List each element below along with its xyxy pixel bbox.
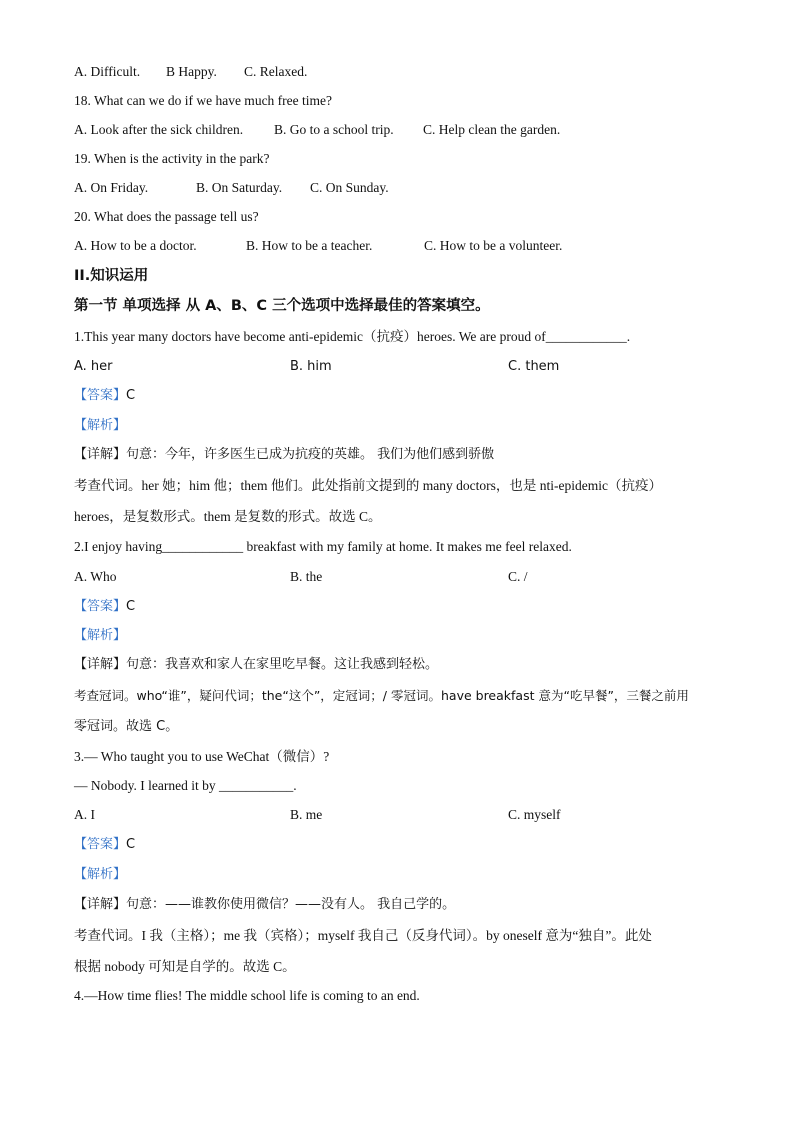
p2-detail [74,656,438,674]
section-subtitle: 第一节 单项选择 从 A、B、C 三个选项中选择最佳的答案填空。 [74,298,490,314]
option-b: B. How to be a teacher. [246,238,373,253]
answer-label: 【答案】 [74,599,127,614]
option-a: A. Look after the sick children. [74,122,244,137]
p1-detail [74,446,494,464]
section-title: II.知识运用 [74,268,149,284]
option-a: A. her [74,359,113,374]
option-b: B Happy. [166,64,217,79]
p3-explanation-2: 根据 nobody 可知是自学的。故选 C。 [74,959,296,974]
p4-question: 4.—How time flies! The middle school life is coming to an end. [74,988,420,1003]
analysis-label: 【解析】 [74,628,127,643]
option-c: C. / [508,569,528,584]
detail-text: 句意：今年，许多医生已成为抗疫的英雄。 我们为他们感到骄傲 [126,447,495,462]
option-c: C. On Sunday. [310,180,389,195]
analysis-label: 【解析】 [74,418,127,433]
answer-value: C [126,388,136,403]
option-c: C. myself [508,807,561,822]
detail-label: 【详解】 [74,657,127,672]
detail-text: 句意：——谁教你使用微信？——没有人。 我自己学的。 [126,897,456,912]
answer-value: C [126,599,136,614]
option-a: A. I [74,807,95,822]
option-a: A. On Friday. [74,180,149,195]
q18-question: 18. What can we do if we have much free time? [74,93,333,108]
detail-label: 【详解】 [74,447,127,462]
answer-label: 【答案】 [74,388,127,403]
p3-answer [74,836,135,854]
p3-detail [74,896,455,914]
answer-label: 【答案】 [74,837,127,852]
option-b: B. me [290,807,323,822]
answer-value: C [126,837,136,852]
option-b: B. the [290,569,323,584]
option-a: A. How to be a doctor. [74,238,197,253]
p3-analysis [74,866,126,884]
p1-question: 1.This year many doctors have become anti-epidemic（抗疫）heroes. We are proud of____________. [74,329,631,344]
option-b: B. On Saturday. [196,180,283,195]
p3-explanation-1: 考查代词。I 我（主格）；me 我（宾格）；myself 我自己（反身代词）。by oneself 意为“独自”。此处 [74,928,652,943]
option-b: B. him [290,359,332,374]
p2-question: 2.I enjoy having____________ breakfast with my family at home. It makes me feel relaxed. [74,539,572,554]
option-b: B. Go to a school trip. [274,122,394,137]
option-c: C. them [508,359,560,374]
detail-text: 句意：我喜欢和家人在家里吃早餐。这让我感到轻松。 [126,657,439,672]
p2-analysis [74,627,126,645]
q19-question: 19. When is the activity in the park? [74,151,270,166]
q20-question: 20. What does the passage tell us? [74,209,259,224]
option-c: C. Help clean the garden. [423,122,561,137]
option-a: A. Difficult. [74,64,141,79]
p3-question-2: — Nobody. I learned it by ___________. [74,778,297,793]
p1-answer [74,387,135,405]
p1-explanation-1: 考查代词。her 她；him 他；them 他们。此处指前文提到的 many doctors，也是 nti-epidemic（抗疫） [74,478,662,493]
analysis-label: 【解析】 [74,867,127,882]
p2-explanation-2: 零冠词。故选 C。 [74,719,179,734]
option-c: C. How to be a volunteer. [424,238,563,253]
p2-answer [74,598,135,616]
p3-question-1: 3.— Who taught you to use WeChat（微信）? [74,749,330,764]
option-a: A. Who [74,569,117,584]
p1-analysis [74,417,126,435]
p1-explanation-2: heroes，是复数形式。them 是复数的形式。故选 C。 [74,509,382,524]
option-c: C. Relaxed. [244,64,308,79]
p2-explanation-1: 考查冠词。who“谁”，疑问代词；the“这个”，定冠词；/ 零冠词。have breakfast 意为“吃早餐”，三餐之前用 [74,688,689,703]
detail-label: 【详解】 [74,897,127,912]
